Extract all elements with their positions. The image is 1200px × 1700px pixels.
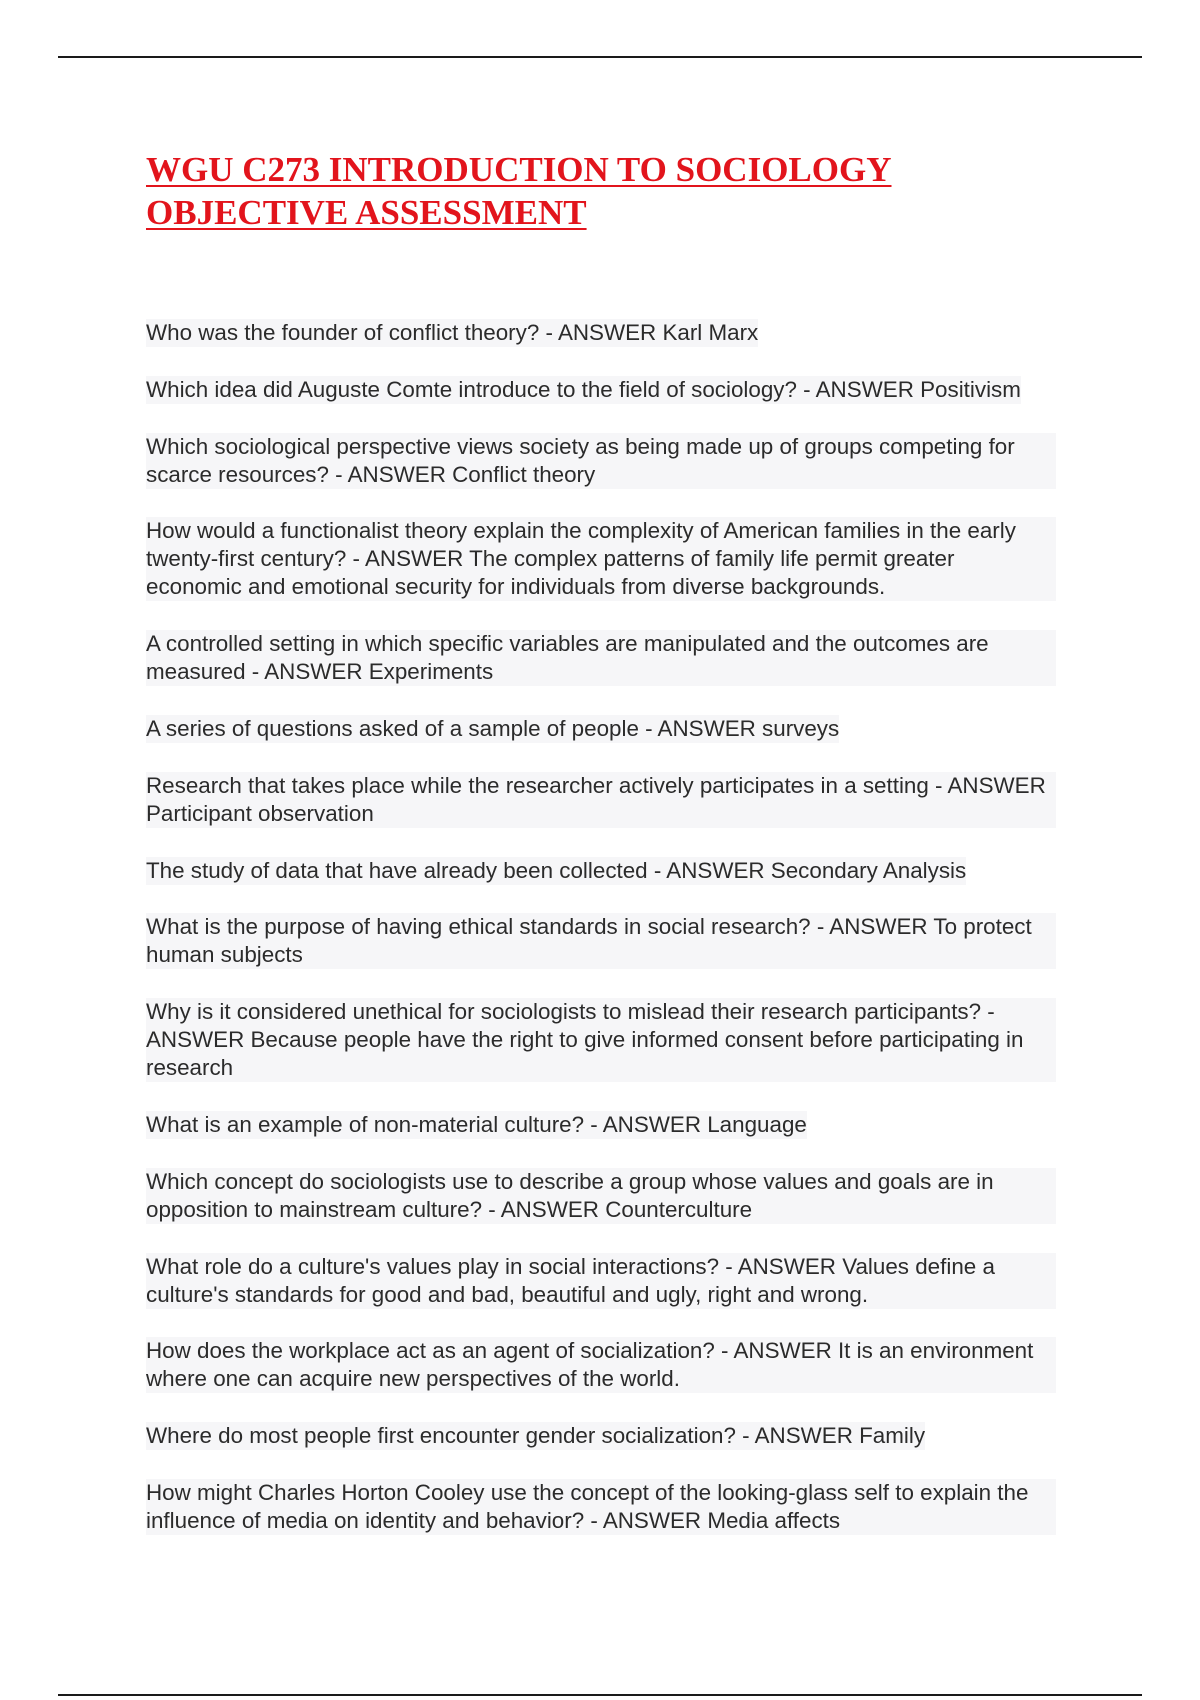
qa-list [146, 319, 1056, 1535]
qa-item: A controlled setting in which specific variables are manipulated and the outcomes are measured - ANSWER Experiments [146, 630, 1056, 686]
qa-item: Research that takes place while the researcher actively participates in a setting - ANSWER Participant observation [146, 772, 1056, 828]
qa-item: What is the purpose of having ethical standards in social research? - ANSWER To protect human subjects [146, 913, 1056, 969]
document-title: WGU C273 INTRODUCTION TO SOCIOLOGY OBJECTIVE ASSESSMENT [146, 150, 892, 232]
qa-item: What is an example of non-material culture? - ANSWER Language [146, 1111, 807, 1137]
qa-item: What role do a culture's values play in social interactions? - ANSWER Values define a culture's standards for good and bad, beautiful and ugly, right and wrong. [146, 1253, 1056, 1309]
qa-item: Why is it considered unethical for sociologists to mislead their research participants? - ANSWER Because people have the right to give informed consent before participating in research [146, 998, 1056, 1082]
qa-item: A series of questions asked of a sample of people - ANSWER surveys [146, 715, 840, 741]
qa-item: How does the workplace act as an agent of socialization? - ANSWER It is an environment where one can acquire new perspectives of the world. [146, 1337, 1056, 1393]
bottom-rule [58, 1694, 1142, 1696]
qa-item: How would a functionalist theory explain the complexity of American families in the early twenty-first century? - ANSWER The complex patterns of family life permit greater economic and emotional security for individuals from diverse backgrounds. [146, 517, 1056, 601]
page-content [146, 148, 1056, 1564]
qa-item: The study of data that have already been collected - ANSWER Secondary Analysis [146, 857, 967, 883]
qa-item: Which sociological perspective views society as being made up of groups competing for scarce resources? - ANSWER Conflict theory [146, 433, 1056, 489]
qa-item: Who was the founder of conflict theory? - ANSWER Karl Marx [146, 320, 759, 345]
qa-item: Which concept do sociologists use to describe a group whose values and goals are in opposition to mainstream culture? - ANSWER Counterculture [146, 1168, 1056, 1224]
top-rule [58, 56, 1142, 58]
qa-item: Which idea did Auguste Comte introduce to the field of sociology? - ANSWER Positivism [146, 376, 1021, 402]
qa-item: How might Charles Horton Cooley use the concept of the looking-glass self to explain the influence of media on identity and behavior? - ANSWER Media affects [146, 1479, 1056, 1535]
qa-item: Where do most people first encounter gender socialization? - ANSWER Family [146, 1423, 926, 1449]
